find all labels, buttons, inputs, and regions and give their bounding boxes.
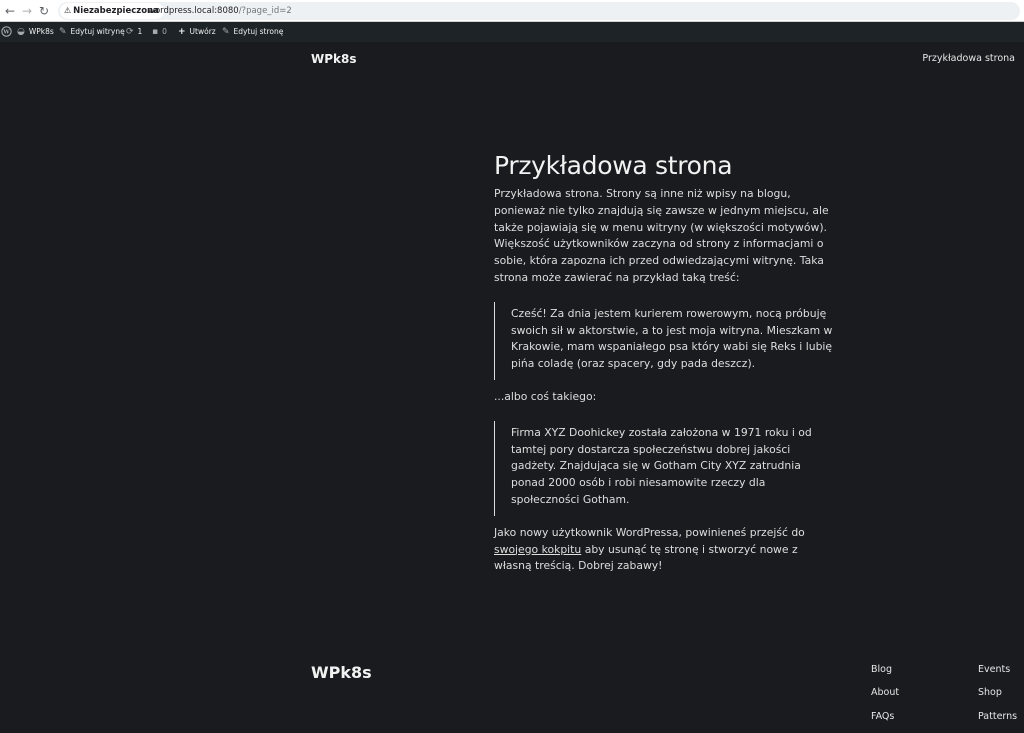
warning-icon: ⚠	[64, 6, 72, 15]
adminbar-edit-site-label: Edytuj witrynę	[70, 27, 125, 36]
footer-link-shop[interactable]: Shop	[978, 687, 1002, 698]
security-label: Niezabezpieczona	[73, 6, 159, 16]
adminbar-edit-page-label: Edytuj stronę	[233, 27, 284, 36]
quote-text: Firma XYZ Doohickey została założona w 1971 roku i od tamtej pory dostarcza społeczeństwu dobrej jakości gadżety. Znajdująca się w Gotham City XYZ zatrudnia ponad 2000 osób i robi niesamowite rzeczy dla społeczności Gotham.	[511, 425, 812, 506]
forward-arrow-icon[interactable]: →	[21, 4, 33, 18]
footer-site-title[interactable]: WPk8s	[311, 663, 372, 682]
outro-paragraph	[494, 525, 834, 575]
address-bar[interactable]	[58, 2, 1020, 20]
page-content	[494, 150, 834, 575]
pencil-icon: ✎	[222, 27, 230, 37]
wordpress-logo-icon[interactable]	[1, 22, 12, 42]
adminbar-new-label: Utwórz	[189, 27, 216, 36]
footer-link-about[interactable]: About	[871, 687, 900, 698]
intro-paragraph: Przykładowa strona. Strony są inne niż wpisy na blogu, ponieważ nie tylko znajdują się zawsze w jednym miejscu, ale także pojawiają się w menu witryny (w większości motywów). Większość użytkowników zaczyna od strony z informacjami o sobie, która zapozna ich przed odwiedzającymi witrynę. Taka strona może zawierać na przykład taką treść:	[494, 187, 829, 284]
adminbar-updates[interactable]	[126, 22, 142, 42]
adminbar-site-name[interactable]	[17, 22, 54, 42]
url-host: wordpress.local:8080	[148, 6, 239, 16]
browser-toolbar	[0, 0, 1024, 22]
page-title: Przykładowa strona	[494, 151, 733, 180]
outro-text: aby usunąć tę stronę i stworzyć nowe z własną treścią. Dobrej zabawy!	[494, 542, 798, 573]
nav-link-sample-page[interactable]: Przykładowa strona	[922, 53, 1015, 64]
adminbar-site-label: WPk8s	[28, 27, 54, 36]
site-title[interactable]: WPk8s	[311, 52, 357, 66]
middle-paragraph: ...albo coś takiego:	[494, 389, 597, 403]
wp-admin-bar	[0, 22, 1024, 42]
url-path: /?page_id=2	[238, 6, 292, 16]
plus-icon: +	[178, 27, 186, 37]
dashboard-link[interactable]: swojego kokpitu	[494, 542, 582, 556]
adminbar-edit-page[interactable]	[222, 22, 283, 42]
quote-block	[494, 302, 834, 380]
comment-icon: ▪	[152, 27, 159, 37]
updates-count: 1	[137, 27, 143, 36]
footer-link-patterns[interactable]: Patterns	[978, 711, 1018, 722]
svg-text:W: W	[3, 29, 10, 36]
comments-count: 0	[162, 27, 167, 36]
adminbar-edit-site[interactable]	[59, 22, 125, 42]
reload-icon[interactable]: ↻	[38, 4, 50, 18]
footer-link-blog[interactable]: Blog	[871, 664, 892, 675]
footer-link-faqs[interactable]: FAQs	[871, 711, 895, 722]
outro-text: Jako nowy użytkownik WordPressa, powinieneś przejść do	[494, 525, 805, 539]
adminbar-new[interactable]	[178, 22, 216, 42]
quote-block	[494, 421, 834, 516]
back-arrow-icon[interactable]: ←	[4, 4, 16, 18]
footer-link-events[interactable]: Events	[978, 664, 1011, 675]
updates-icon: ⟳	[126, 27, 134, 37]
brush-icon: ✎	[59, 27, 67, 37]
dashboard-icon: ◒	[17, 27, 25, 37]
adminbar-comments[interactable]	[152, 22, 167, 42]
quote-text: Cześć! Za dnia jestem kurierem rowerowym, nocą próbuję swoich sił w aktorstwie, a to jest moja witryna. Mieszkam w Krakowie, mam wspaniałego psa który wabi się Reks i lubię pińa coladę (oraz spacery, gdy pada deszcz).	[511, 306, 833, 371]
url-text[interactable]	[148, 2, 292, 20]
